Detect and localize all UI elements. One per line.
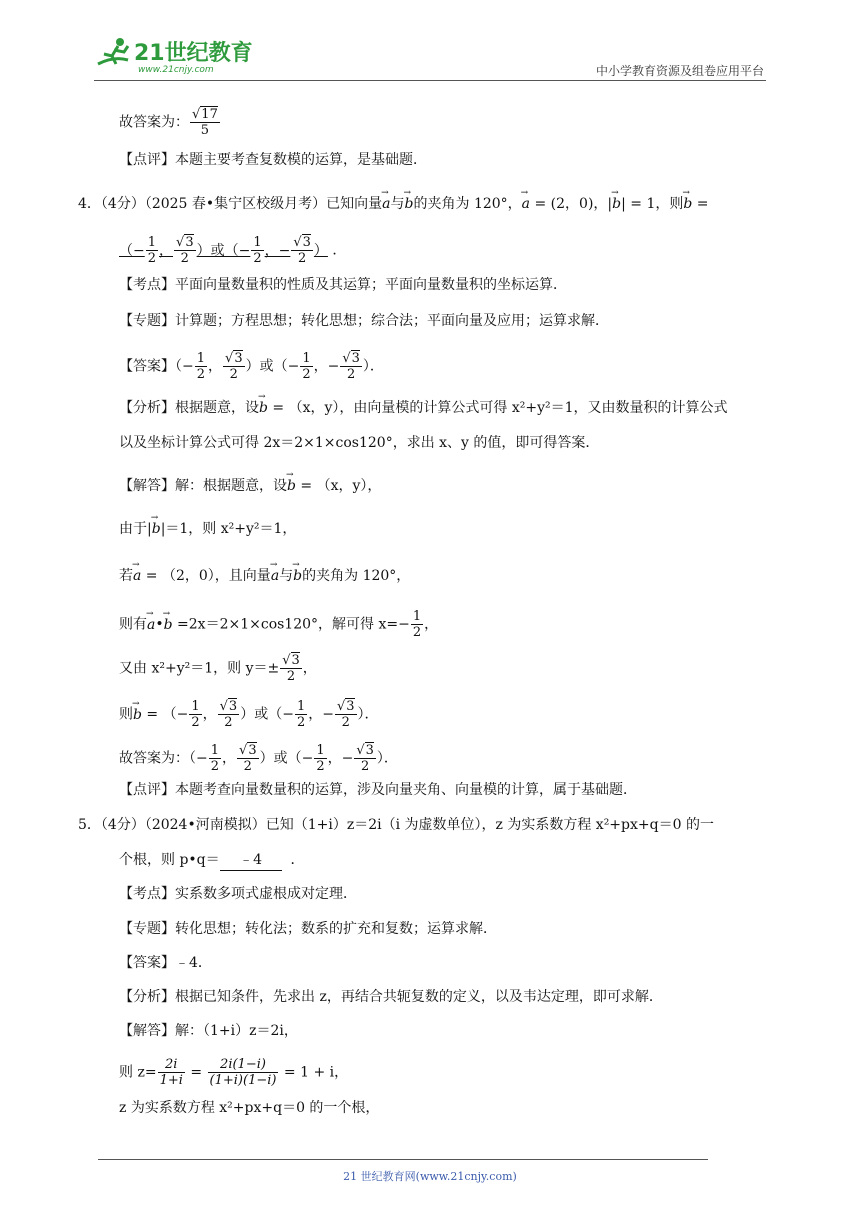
svg-text:21世纪教育: 21世纪教育 [134, 41, 253, 66]
q4-step-4: 又由 x²+y²＝1，则 y＝± $\frac{√3}{2}$ ， [119, 653, 317, 684]
footer-divider [98, 1159, 708, 1160]
site-logo [94, 34, 264, 76]
q4-zhuanti: 【专题】计算题；方程思想；转化思想；综合法；平面向量及应用；运算求解． [119, 313, 609, 329]
q5-last: z 为实系数方程 x²+px+q＝0 的一个根， [119, 1100, 380, 1116]
q5-stem-1: 5．（4分）（2024•河南模拟）已知（1+i）z＝2i（i 为虚数单位），z 为实系数方程 x²+px+q＝0 的一 [78, 817, 714, 833]
q5-calc: 则 z= $\frac{2i}{1+i}$ = $\frac{2i(1-i)}{(1+i)(1-i)}$ = 1 + i， [119, 1057, 349, 1088]
q4-dianping: 【点评】本题考查向量数量积的运算，涉及向量夹角、向量模的计算，属于基础题． [119, 782, 637, 798]
q4-step-1: 由于|→ b|＝1，则 x²+y²＝1， [119, 519, 296, 539]
svg-text:www.21cnjy.com: www.21cnjy.com [138, 65, 214, 75]
q4-answer: 【答案】（− $\frac{1}{2}$ ， $\frac{√3}{2}$ ）或（− $\frac{1}{2}$ ，− $\frac{√3}{2}$ ）． [119, 351, 384, 382]
q4-step-5: 则→ b = （− $\frac{1}{2}$ ， $\frac{√3}{2}$ ）或（− $\frac{1}{2}$ ，− $\frac{√3}{2}$ ）． [119, 700, 379, 729]
q5-zhuanti: 【专题】转化思想；转化法；数系的扩充和复数；运算求解． [119, 921, 497, 937]
q4-fill-answer: （− $\frac{1}{2}$ ， $\frac{√3}{2}$ ）或（− $\frac{1}{2}$ ，− $\frac{√3}{2}$ ） ． [119, 235, 347, 266]
footer-text[interactable]: 21 世纪教育网(www.21cnjy.com) [343, 1170, 517, 1183]
q5-stem-2: 个根，则 p•q＝ ﹣4 ． [119, 850, 305, 871]
q5-jieda: 【解答】解：（1+i）z＝2i， [119, 1023, 298, 1039]
q5-answer: 【答案】﹣4． [119, 955, 212, 971]
header-platform-text: 中小学教育资源及组卷应用平台 [595, 64, 764, 78]
q4-step-2: 若→ a = （2，0），且向量→ a与→ b的夹角为 120°， [119, 566, 410, 586]
q4-kaodian: 【考点】平面向量数量积的性质及其运算；平面向量数量积的坐标运算． [119, 277, 567, 293]
q4-step-3: 则有→ a•→ b =2x＝2×1×cos120°，解可得 x=− $\frac{1}{2}$ ， [119, 610, 438, 639]
q5-fenxi: 【分析】根据已知条件，先求出 z，再结合共轭复数的定义，以及韦达定理，即可求解． [119, 989, 663, 1005]
q5-kaodian: 【考点】实系数多项式虚根成对定理． [119, 886, 357, 902]
prev-answer-line: 故答案为： $\frac{√17}{5}$ [119, 107, 218, 138]
q4-fenxi-1: 【分析】根据题意，设→ b = （x，y），由向量模的计算公式可得 x²+y²＝1，又由数量积的计算公式 [119, 398, 728, 418]
q4-jieda-1: 【解答】解：根据题意，设→ b = （x，y）， [119, 476, 381, 496]
q4-stem: 4．（4分）（2025 春•集宁区校级月考）已知向量→ a与→ b的夹角为 120°，→ a = (2，0)，|→ b| = 1，则→ b = [78, 194, 709, 214]
prev-review: 【点评】本题主要考查复数模的运算，是基础题． [119, 152, 427, 168]
header-divider [94, 80, 766, 81]
q4-fenxi-2: 以及坐标计算公式可得 2x＝2×1×cos120°，求出 x、y 的值，即可得答案． [119, 435, 600, 451]
q4-final: 故答案为：（− $\frac{1}{2}$ ， $\frac{√3}{2}$ ）或（− $\frac{1}{2}$ ，− $\frac{√3}{2}$ ）． [119, 743, 398, 774]
page-header [94, 30, 764, 80]
